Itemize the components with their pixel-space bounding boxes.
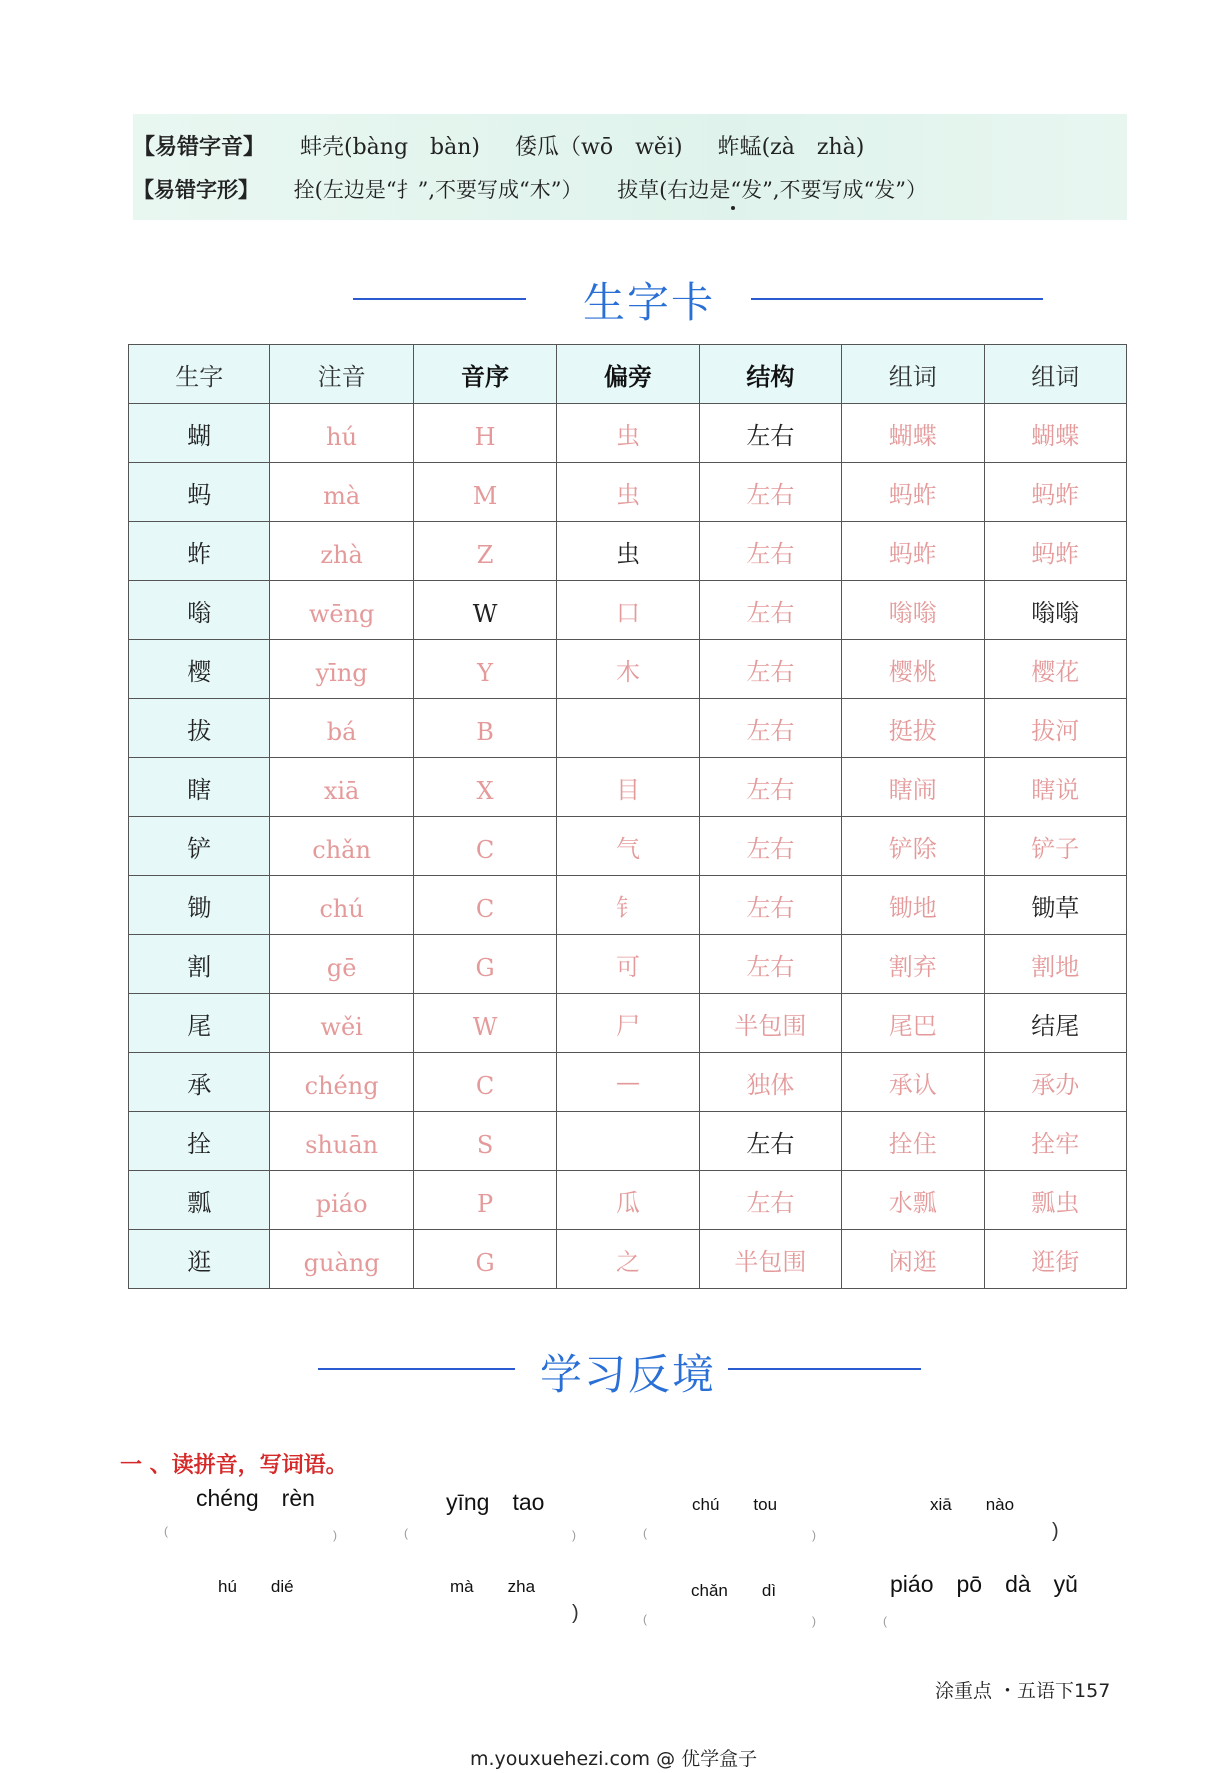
answer-paren-close: ) [812, 1614, 816, 1628]
answer-paren-open: ( [164, 1524, 168, 1538]
word-cell: 蝴蝶 [842, 404, 984, 463]
title-rule-left [353, 298, 526, 300]
header-cell: 生字 [129, 345, 270, 404]
table-row [129, 581, 1127, 640]
word-cell: 樱桃 [842, 640, 984, 699]
word-cell: 承认 [842, 1053, 984, 1112]
character-cell: 逛 [129, 1230, 270, 1289]
title-rule-right [751, 298, 1043, 300]
word-cell: 铲除 [842, 817, 984, 876]
radical-cell: 虫 [557, 522, 699, 581]
pinyin-cell: chú [270, 880, 413, 939]
character-cell: 嗡 [129, 581, 270, 640]
character-cell: 拴 [129, 1112, 270, 1171]
word-cell: 割弃 [842, 935, 984, 994]
feedback-section-title: 学习反境 [540, 1350, 717, 1399]
structure-cell: 左右 [699, 758, 841, 817]
pinyin-cell: bá [270, 703, 413, 762]
table-row [129, 994, 1127, 1053]
radical-cell: 目 [557, 758, 699, 817]
sound-tip-item: 倭瓜（wō wěi) [515, 135, 683, 160]
initial-cell: X [413, 762, 556, 821]
feedback-rule-left [318, 1368, 515, 1370]
pinyin-cell: zhà [270, 526, 413, 585]
character-cell: 瓢 [129, 1171, 270, 1230]
initial-cell: C [413, 880, 556, 939]
structure-cell: 左右 [699, 1171, 841, 1230]
table-row [129, 463, 1127, 522]
error-tips-box [133, 114, 1127, 220]
structure-cell: 左右 [699, 640, 841, 699]
word-cell: 拴牢 [984, 1112, 1126, 1171]
table-row [129, 1171, 1127, 1230]
structure-cell: 半包围 [699, 994, 841, 1053]
radical-cell: 口 [557, 581, 699, 640]
pinyin-prompt: xiā nào [930, 1495, 1015, 1514]
initial-cell: P [413, 1175, 556, 1234]
radical-cell: 尸 [557, 994, 699, 1053]
pinyin-cell: xiā [270, 762, 413, 821]
character-cell: 拔 [129, 699, 270, 758]
structure-cell: 左右 [699, 935, 841, 994]
table-row [129, 404, 1127, 463]
pinyin-cell: wēng [270, 585, 413, 644]
answer-paren-open: ( [883, 1614, 887, 1628]
radical-cell: 钅 [557, 876, 699, 935]
table-row [129, 758, 1127, 817]
header-cell: 组词 [984, 345, 1126, 404]
pinyin-cell: mà [270, 467, 413, 526]
pinyin-cell: chéng [270, 1057, 413, 1116]
pinyin-prompt: hú dié [218, 1577, 294, 1596]
answer-paren-open: ( [643, 1526, 647, 1540]
word-cell: 挺拔 [842, 699, 984, 758]
answer-paren-close: ) [812, 1528, 816, 1542]
answer-paren-open: ( [643, 1612, 647, 1626]
table-row [129, 876, 1127, 935]
word-cell: 蚂蚱 [842, 522, 984, 581]
table-row [129, 817, 1127, 876]
radical-cell [557, 699, 699, 758]
initial-cell: W [413, 585, 556, 644]
table-header-row [129, 345, 1127, 404]
character-cell: 割 [129, 935, 270, 994]
word-cell: 嗡嗡 [984, 581, 1126, 640]
sound-tip-item: 蚱蜢(zà zhà) [717, 135, 865, 160]
radical-cell: 瓜 [557, 1171, 699, 1230]
initial-cell: G [413, 1234, 556, 1293]
initial-cell: W [413, 998, 556, 1057]
structure-cell: 左右 [699, 817, 841, 876]
character-cell: 蝴 [129, 404, 270, 463]
word-cell: 蚂蚱 [984, 463, 1126, 522]
structure-cell: 左右 [699, 699, 841, 758]
exercise-title: 一 、读拼音，写词语。 [120, 1453, 348, 1478]
word-cell: 蝴蝶 [984, 404, 1126, 463]
structure-cell: 左右 [699, 1112, 841, 1171]
shape-tips-label: 【易错字形】 [133, 178, 259, 202]
character-cell: 蚂 [129, 463, 270, 522]
word-cell: 尾巴 [842, 994, 984, 1053]
pinyin-cell: hú [270, 408, 413, 467]
table-row [129, 640, 1127, 699]
structure-cell: 左右 [699, 404, 841, 463]
structure-cell: 半包围 [699, 1230, 841, 1289]
initial-cell: S [413, 1116, 556, 1175]
structure-cell: 左右 [699, 581, 841, 640]
header-cell: 结构 [699, 345, 841, 404]
radical-cell: 虫 [557, 463, 699, 522]
initial-cell: Z [413, 526, 556, 585]
word-cell: 蚂蚱 [984, 522, 1126, 581]
shape-tip-item: 拴(左边是“扌”,不要写成“木”） [293, 178, 583, 202]
word-cell: 拴住 [842, 1112, 984, 1171]
shape-tip-item: 拔草(右边是“发”,不要写成“发”） [617, 178, 927, 202]
structure-cell: 左右 [699, 463, 841, 522]
word-cell: 瞎闹 [842, 758, 984, 817]
character-cell: 尾 [129, 994, 270, 1053]
character-cell: 瞎 [129, 758, 270, 817]
header-cell: 注音 [270, 345, 413, 404]
character-cell: 锄 [129, 876, 270, 935]
structure-cell: 独体 [699, 1053, 841, 1112]
pinyin-prompt: chú tou [692, 1495, 778, 1514]
pinyin-cell: gē [270, 939, 413, 998]
word-cell: 铲子 [984, 817, 1126, 876]
structure-cell: 左右 [699, 876, 841, 935]
character-card-table [128, 344, 1127, 1289]
radical-cell: 气 [557, 817, 699, 876]
word-cell: 瞎说 [984, 758, 1126, 817]
word-cell: 闲逛 [842, 1230, 984, 1289]
header-cell: 音序 [413, 345, 556, 404]
word-cell: 承办 [984, 1053, 1126, 1112]
pinyin-cell: piáo [270, 1175, 413, 1234]
table-row [129, 1230, 1127, 1289]
emphasis-dot [731, 206, 735, 210]
shape-tips-line [133, 174, 955, 204]
sound-tip-item: 蚌壳(bàng bàn) [300, 135, 481, 160]
radical-cell: 之 [557, 1230, 699, 1289]
structure-cell: 左右 [699, 522, 841, 581]
initial-cell: Y [413, 644, 556, 703]
pinyin-cell: guàng [270, 1234, 413, 1293]
pinyin-prompt: mà zha [450, 1577, 536, 1596]
answer-paren-open: ( [404, 1526, 408, 1540]
initial-cell: B [413, 703, 556, 762]
table-row [129, 935, 1127, 994]
word-cell: 割地 [984, 935, 1126, 994]
pinyin-cell: shuān [270, 1116, 413, 1175]
table-row [129, 1112, 1127, 1171]
header-cell: 组词 [842, 345, 984, 404]
pinyin-prompt: yīng tao [446, 1489, 545, 1515]
header-cell: 偏旁 [557, 345, 699, 404]
radical-cell: 木 [557, 640, 699, 699]
feedback-rule-right [728, 1368, 921, 1370]
radical-cell: 可 [557, 935, 699, 994]
answer-paren-close: ) [572, 1602, 579, 1624]
word-cell: 锄地 [842, 876, 984, 935]
character-cell: 蚱 [129, 522, 270, 581]
initial-cell: H [413, 408, 556, 467]
table-row [129, 1053, 1127, 1112]
initial-cell: C [413, 1057, 556, 1116]
sound-tips-label: 【易错字音】 [133, 135, 266, 160]
table-row [129, 699, 1127, 758]
initial-cell: M [413, 467, 556, 526]
word-cell: 蚂蚱 [842, 463, 984, 522]
pinyin-cell: yīng [270, 644, 413, 703]
table-body [129, 404, 1127, 1289]
pinyin-cell: wěi [270, 998, 413, 1057]
character-cell: 铲 [129, 817, 270, 876]
radical-cell [557, 1112, 699, 1171]
site-watermark: m.youxuehezi.com @ 优学盒子 [470, 1748, 758, 1770]
word-cell: 水瓢 [842, 1171, 984, 1230]
word-cell: 瓢虫 [984, 1171, 1126, 1230]
word-cell: 樱花 [984, 640, 1126, 699]
word-cell: 锄草 [984, 876, 1126, 935]
character-cell: 樱 [129, 640, 270, 699]
radical-cell: 虫 [557, 404, 699, 463]
radical-cell: — [557, 1053, 699, 1112]
character-cell: 承 [129, 1053, 270, 1112]
pinyin-prompt: chéng rèn [196, 1485, 315, 1511]
answer-paren-close: ) [1052, 1520, 1059, 1542]
answer-paren-close: ) [572, 1528, 576, 1542]
word-cell: 嗡嗡 [842, 581, 984, 640]
answer-paren-close: ) [333, 1528, 337, 1542]
sound-tips-line [133, 130, 892, 161]
initial-cell: C [413, 821, 556, 880]
page-number-label: 涂重点 ・五语下157 [935, 1680, 1111, 1702]
word-cell: 结尾 [984, 994, 1126, 1053]
table-row [129, 522, 1127, 581]
initial-cell: G [413, 939, 556, 998]
word-cell: 拔河 [984, 699, 1126, 758]
word-cell: 逛街 [984, 1230, 1126, 1289]
pinyin-prompt: piáo pō dà yǔ [890, 1571, 1078, 1597]
pinyin-prompt: chǎn dì [691, 1581, 777, 1600]
pinyin-cell: chǎn [270, 821, 413, 880]
card-section-title: 生字卡 [583, 278, 716, 327]
